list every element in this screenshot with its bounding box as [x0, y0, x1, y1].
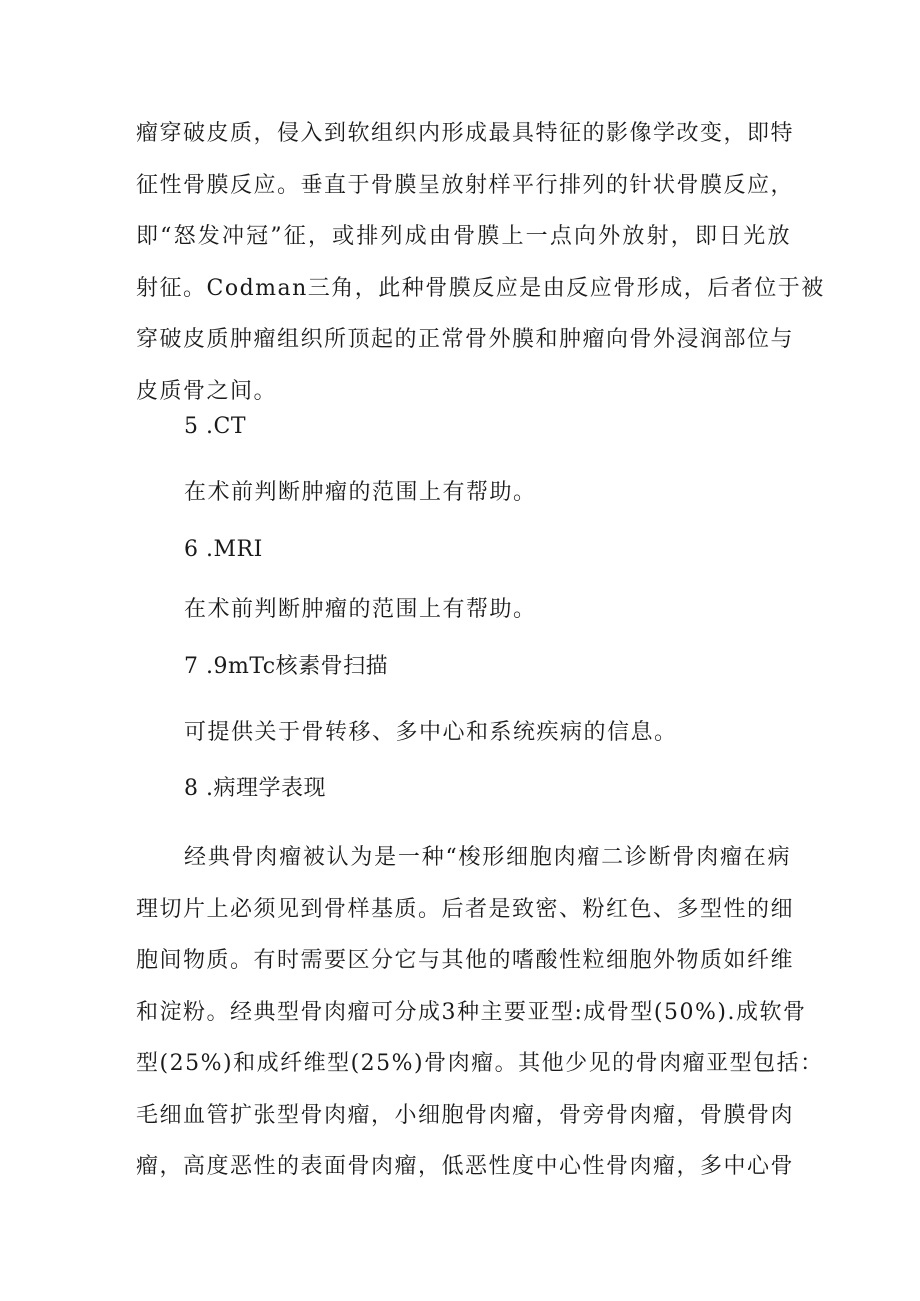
paragraph-line: 和淀粉。经典型骨肉瘤可分成3种主要亚型:成骨型(50%).成软骨 — [136, 999, 807, 1025]
paragraph-pathology — [136, 832, 824, 1193]
paragraph-line: 胞间物质。有时需要区分它与其他的嗜酸性粒细胞外物质如纤维 — [136, 948, 795, 973]
paragraph-line: 经典骨肉瘤被认为是一种“梭形细胞肉瘤二诊断骨肉瘤在病 — [184, 845, 791, 870]
paragraph-periosteal-reaction — [136, 108, 825, 417]
section-text-bone-scan: 可提供关于骨转移、多中心和系统疾病的信息。 — [184, 720, 678, 745]
paragraph-line: 射征。Codman三角，此种骨膜反应是由反应骨形成，后者位于被 — [136, 275, 825, 301]
section-text-ct: 在术前判断肿瘤的范围上有帮助。 — [184, 480, 537, 505]
paragraph-line: 瘤穿破皮质，侵入到软组织内形成最具特征的影像学改变，即特 — [136, 121, 795, 146]
paragraph-line: 型(25%)和成纤维型(25%)骨肉瘤。其他少见的骨肉瘤亚型包括： — [136, 1051, 824, 1076]
paragraph-line: 征性骨膜反应。垂直于骨膜呈放射样平行排列的针状骨膜反应， — [136, 172, 795, 198]
paragraph-line: 皮质骨之间。 — [136, 378, 278, 404]
section-heading-mri: 6 .MRI — [184, 537, 263, 562]
section-text-mri: 在术前判断肿瘤的范围上有帮助。 — [184, 597, 537, 622]
paragraph-line: 瘤，高度恶性的表面骨肉瘤，低恶性度中心性骨肉瘤，多中心骨 — [136, 1154, 795, 1179]
paragraph-line: 理切片上必须见到骨样基质。后者是致密、粉红色、多型性的细 — [136, 896, 795, 922]
section-heading-ct: 5 .CT — [184, 414, 246, 439]
section-heading-bone-scan: 7 .9mTc核素骨扫描 — [184, 654, 389, 679]
paragraph-line: 即“怒发冲冠”征，或排列成由骨膜上一点向外放射，即日光放 — [136, 224, 791, 249]
section-heading-pathology: 8 .病理学表现 — [184, 776, 326, 801]
paragraph-line: 毛细血管扩张型骨肉瘤，小细胞骨肉瘤，骨旁骨肉瘤，骨膜骨肉 — [136, 1102, 795, 1128]
paragraph-line: 穿破皮质肿瘤组织所顶起的正常骨外膜和肿瘤向骨外浸润部位与 — [136, 327, 795, 352]
